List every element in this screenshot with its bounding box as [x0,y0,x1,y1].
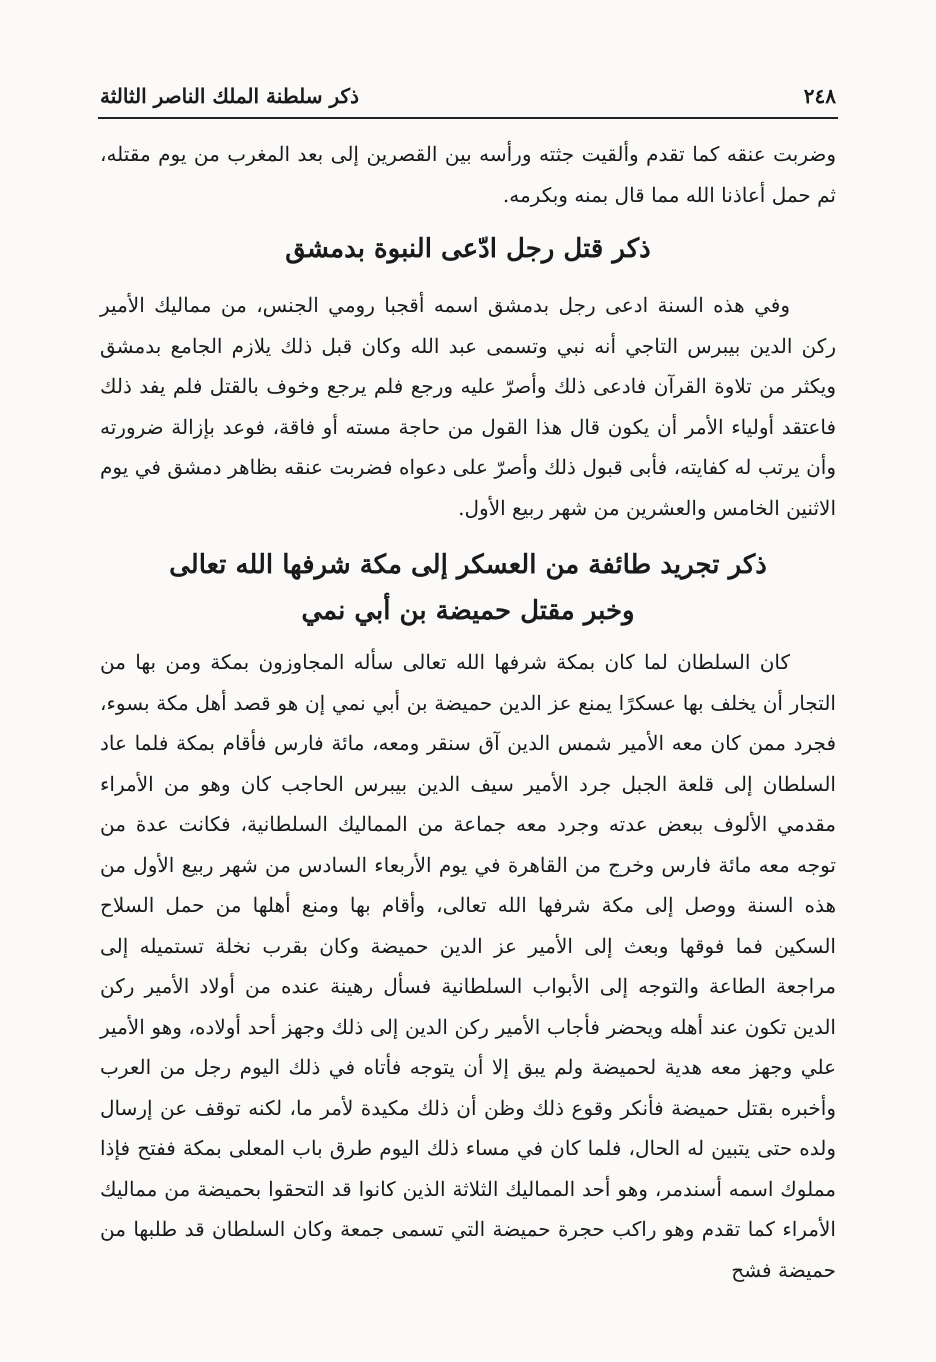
intro-paragraph: وضربت عنقه كما تقدم وألقيت جثته ورأسه بين القصرين إلى بعد المغرب من يوم مقتله، ثم حمل أعاذنا الله مما قال بمنه وبكرمه. [100,142,836,207]
section-heading-false-prophet: ذكر قتل رجل ادّعى النبوة بدمشق [285,234,651,264]
running-title: ذكر سلطنة الملك الناصر الثالثة [100,84,359,108]
section-paragraph-false-prophet: وفي هذه السنة ادعى رجل بدمشق اسمه أقجبا رومي الجنس، من مماليك الأمير ركن الدين بيبرس التاجي أنه نبي وتسمى عبد الله وكان قبل ذلك يلازم الجامع بدمشق ويكثر من تلاوة القرآن فادعى ذلك وأصرّ عليه ورجع فلم يرجع وخوف بالقتل فلم يفد ذلك فاعتقد أولياء الأمر أن يكون قال هذا القول من حاجة مسته أو فاقة، فوعد بإزالة ضرورته وأن يرتب له كفايته، فأبى قبول ذلك وأصرّ على دعواه فضربت عنقه بظاهر دمشق في يوم الاثنين الخامس والعشرين من شهر ربيع الأول. [100,293,836,520]
header-rule [98,117,838,119]
page-number: ٢٤٨ [803,84,836,108]
section-heading-mecca-line1: ذكر تجريد طائفة من العسكر إلى مكة شرفها الله تعالى [169,550,767,580]
section-heading-mecca [100,542,836,634]
section-paragraph-mecca: كان السلطان لما كان بمكة شرفها الله تعالى سأله المجاوزون بمكة ومن بها من التجار أن يخلف بها عسكرًا يمنع عز الدين حميضة بن أبي نمي إن هو قصد أهل مكة بسوء، فجرد ممن كان معه الأمير شمس الدين آق سنقر ومعه، مائة فارس فأقام بمكة فلما عاد السلطان إلى قلعة الجبل جرد الأمير سيف الدين بيبرس الحاجب كان وهو من الأمراء مقدمي الألوف ببعض عدته وجرد معه جماعة من المماليك السلطانية، فكانت عدة من توجه معه مائة فارس وخرج من القاهرة في يوم الأربعاء السادس من شهر ربيع الأول من هذه السنة ووصل إلى مكة شرفها الله تعالى، وأقام بها ومنع أهلها من حمل السلاح السكين فما فوقها وبعث إلى الأمير عز الدين حميضة وكان بقرب نخلة تستميله إلى مراجعة الطاعة والتوجه إلى الأبواب السلطانية فسأل رهينة عنده من أولاد الأمير ركن الدين تكون عند أهله ويحضر فأجاب الأمير ركن الدين إلى ذلك وجهز أحد أولاده، وهو الأمير علي وجهز معه هدية لحميضة ولم يبق إلا أن يتوجه فأتاه في ذلك اليوم رجل من العرب وأخبره بقتل حميضة فأنكر وقوع ذلك وظن أن ذلك مكيدة لأمر ما، لكنه توقف عن إرسال ولده حتى يتبين له الحال، فلما كان في مساء ذلك اليوم طرق باب المعلى بمكة ففتح فإذا مملوك اسمه أسندمر، وهو أحد المماليك الثلاثة الذين كانوا قد التحقوا بحميضة من مماليك الأمراء كما تقدم وهو راكب حجرة حميضة التي تسمى جمعة وكان السلطان قد طلبها من حميضة فشح [100,650,837,1282]
page-body [100,134,836,1290]
section-heading-mecca-line2: وخبر مقتل حميضة بن أبي نمي [301,596,635,626]
running-header [100,72,836,108]
